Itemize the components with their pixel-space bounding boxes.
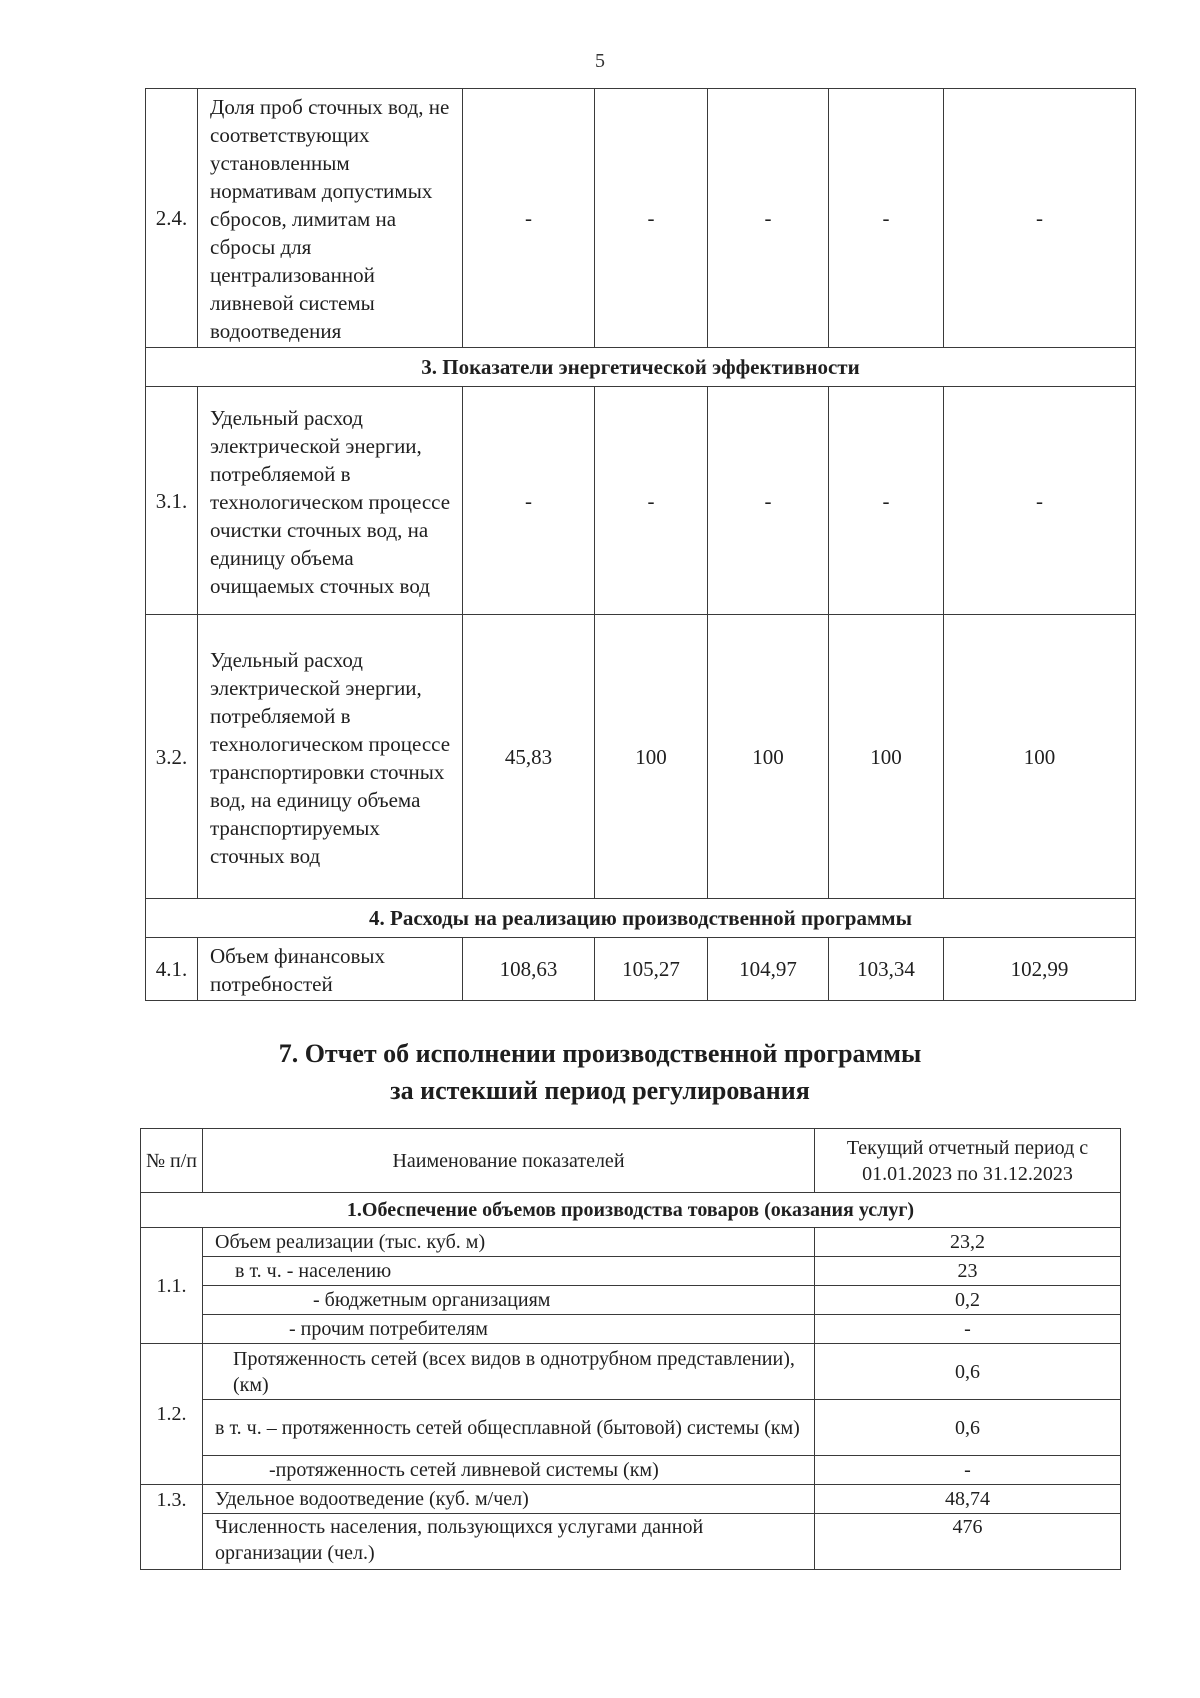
section-row: [146, 348, 1136, 387]
indicator-name: - бюджетным организациям: [203, 1286, 815, 1315]
value-cell: 108,63: [463, 938, 595, 1001]
value-cell: 0,2: [815, 1286, 1121, 1315]
value-cell: 102,99: [944, 938, 1136, 1001]
row-number: 3.2.: [146, 615, 198, 899]
table-row: [146, 89, 1136, 348]
indicator-name: Численность населения, пользующихся услугами данной организации (чел.): [203, 1514, 815, 1570]
indicator-name: Удельное водоотведение (куб. м/чел): [203, 1485, 815, 1514]
value-cell: 23: [815, 1257, 1121, 1286]
indicator-name: -протяженность сетей ливневой системы (км): [203, 1456, 815, 1485]
report-table: [140, 1128, 1121, 1570]
value-cell: 103,34: [829, 938, 944, 1001]
header-row: [141, 1129, 1121, 1193]
indicator-name: Объем финансовых потребностей: [198, 938, 463, 1001]
section-row: [141, 1193, 1121, 1228]
indicator-name: Объем реализации (тыс. куб. м): [203, 1228, 815, 1257]
value-cell: -: [815, 1456, 1121, 1485]
indicator-name: Протяженность сетей (всех видов в однотрубном представлении), (км): [203, 1344, 815, 1400]
table-row: [146, 387, 1136, 615]
value-cell: 100: [708, 615, 829, 899]
table-row: [146, 938, 1136, 1001]
section-heading: [0, 1035, 1200, 1109]
value-cell: 48,74: [815, 1485, 1121, 1514]
value-cell: -: [708, 89, 829, 348]
value-cell: -: [815, 1315, 1121, 1344]
value-cell: -: [829, 387, 944, 615]
value-cell: 100: [829, 615, 944, 899]
header-number: № п/п: [141, 1129, 203, 1193]
table-row: [141, 1456, 1121, 1485]
table-row: [141, 1257, 1121, 1286]
row-number: 1.1.: [141, 1228, 203, 1344]
table-row: [141, 1315, 1121, 1344]
value-cell: 104,97: [708, 938, 829, 1001]
table-row: [146, 615, 1136, 899]
table-row: [141, 1286, 1121, 1315]
indicator-name: Доля проб сточных вод, не соответствующих установленным нормативам допустимых сбросов, лимитам на сбросы для централизованной ливневой системы водоотведения: [198, 89, 463, 348]
value-cell: 105,27: [595, 938, 708, 1001]
value-cell: 23,2: [815, 1228, 1121, 1257]
indicators-table: [145, 88, 1136, 1001]
value-cell: 476: [815, 1514, 1121, 1570]
table-row: [141, 1400, 1121, 1456]
section-title: 3. Показатели энергетической эффективности: [146, 348, 1136, 387]
value-cell: -: [595, 387, 708, 615]
header-name: Наименование показателей: [203, 1129, 815, 1193]
section-heading-line2: за истекший период регулирования: [390, 1076, 810, 1105]
value-cell: 45,83: [463, 615, 595, 899]
value-cell: -: [944, 387, 1136, 615]
row-number: 4.1.: [146, 938, 198, 1001]
section-row: [146, 899, 1136, 938]
value-cell: -: [944, 89, 1136, 348]
section-heading-line1: 7. Отчет об исполнении производственной программы: [278, 1039, 922, 1068]
table-row: [141, 1485, 1121, 1514]
row-number: 2.4.: [146, 89, 198, 348]
value-cell: 0,6: [815, 1344, 1121, 1400]
indicator-name: в т. ч. - населению: [203, 1257, 815, 1286]
indicator-name: Удельный расход электрической энергии, потребляемой в технологическом процессе очистки сточных вод, на единицу объема очищаемых сточных вод: [198, 387, 463, 615]
value-cell: -: [708, 387, 829, 615]
table-row: [141, 1344, 1121, 1400]
indicator-name: в т. ч. – протяженность сетей общесплавной (бытовой) системы (км): [203, 1400, 815, 1456]
indicator-name: Удельный расход электрической энергии, потребляемой в технологическом процессе транспортировки сточных вод, на единицу объема транспортируемых сточных вод: [198, 615, 463, 899]
value-cell: 100: [595, 615, 708, 899]
row-number: 3.1.: [146, 387, 198, 615]
value-cell: -: [829, 89, 944, 348]
indicator-name: - прочим потребителям: [203, 1315, 815, 1344]
row-number: 1.2.: [141, 1344, 203, 1485]
table-row: [141, 1228, 1121, 1257]
value-cell: -: [463, 387, 595, 615]
row-number: 1.3.: [141, 1485, 203, 1570]
value-cell: 100: [944, 615, 1136, 899]
value-cell: -: [595, 89, 708, 348]
value-cell: -: [463, 89, 595, 348]
value-cell: 0,6: [815, 1400, 1121, 1456]
section-title: 4. Расходы на реализацию производственной программы: [146, 899, 1136, 938]
section-title: 1.Обеспечение объемов производства товаров (оказания услуг): [141, 1193, 1121, 1228]
header-period: Текущий отчетный период с 01.01.2023 по 31.12.2023: [815, 1129, 1121, 1193]
page-number: 5: [595, 50, 605, 72]
table-row: [141, 1514, 1121, 1570]
